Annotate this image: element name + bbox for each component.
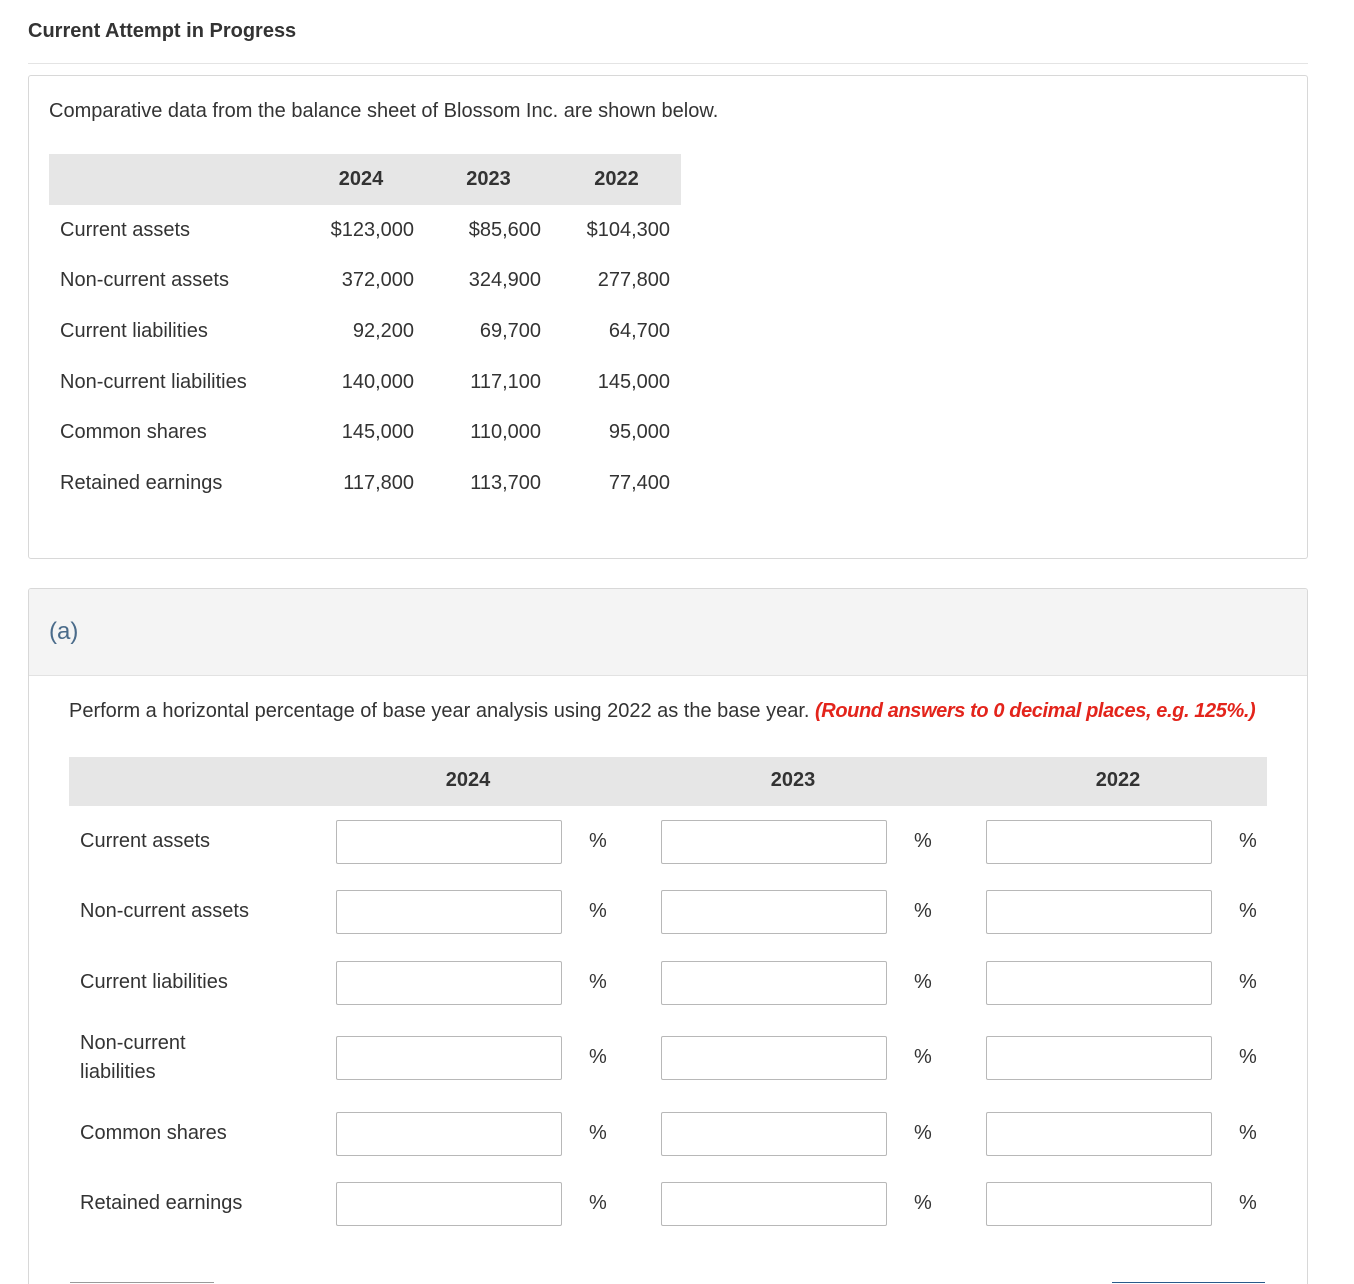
header-year: 2022 xyxy=(552,154,681,205)
table-row xyxy=(49,458,681,509)
percent-unit: % xyxy=(589,971,607,993)
percent-unit: % xyxy=(914,830,932,852)
header-blank xyxy=(49,154,297,205)
row-label: Non-current assets xyxy=(60,269,229,292)
answer-input-2023[interactable] xyxy=(661,890,887,934)
percent-unit: % xyxy=(1239,1192,1257,1214)
instruction-text xyxy=(69,700,1255,723)
balance-sheet-table xyxy=(49,154,681,509)
row-label: Current assets xyxy=(60,218,191,241)
percent-unit: % xyxy=(589,900,607,922)
table-row xyxy=(49,256,681,307)
percent-unit: % xyxy=(914,1192,932,1214)
answer-input-2022[interactable] xyxy=(986,1112,1212,1156)
answer-input-2023[interactable] xyxy=(661,1112,887,1156)
cell-value: 113,700 xyxy=(470,471,541,494)
row-label: Common shares xyxy=(60,421,207,444)
cell-value: 372,000 xyxy=(341,269,414,292)
cell-value: 110,000 xyxy=(470,421,541,444)
answer-input-2022[interactable] xyxy=(986,820,1212,864)
row-label: Retained earnings xyxy=(80,1192,243,1214)
cell-value: 95,000 xyxy=(608,421,670,444)
percent-unit: % xyxy=(589,1046,607,1068)
percent-unit: % xyxy=(1239,830,1257,852)
row-label: Common shares xyxy=(80,1122,227,1144)
cell-value: 77,400 xyxy=(608,471,670,494)
row-label: Current assets xyxy=(80,830,211,852)
page-title: Current Attempt in Progress xyxy=(28,20,297,42)
answer-input-2022[interactable] xyxy=(986,890,1212,934)
divider xyxy=(28,63,1308,64)
answer-input-2022[interactable] xyxy=(986,1182,1212,1226)
instruction-main: Perform a horizontal percentage of base year analysis using 2022 as the base year. xyxy=(69,700,810,722)
percent-unit: % xyxy=(914,971,932,993)
cell-value: 324,900 xyxy=(468,269,541,292)
table-header-row xyxy=(49,154,681,205)
problem-intro: Comparative data from the balance sheet of Blossom Inc. are shown below. xyxy=(49,100,719,122)
answer-input-2022[interactable] xyxy=(986,1036,1212,1080)
percent-unit: % xyxy=(1239,1046,1257,1068)
answer-input-2023[interactable] xyxy=(661,961,887,1005)
cell-value: 69,700 xyxy=(479,319,541,342)
header-year: 2024 xyxy=(445,769,491,791)
part-header xyxy=(29,589,1307,676)
header-year: 2023 xyxy=(770,769,816,791)
answer-input-2023[interactable] xyxy=(661,820,887,864)
percent-unit: % xyxy=(1239,971,1257,993)
row-label: Non-current liabilities xyxy=(60,370,247,393)
row-label: Non-current assets xyxy=(80,900,249,922)
header-year: 2023 xyxy=(425,154,552,205)
answer-input-2024[interactable] xyxy=(336,1036,562,1080)
row-label: Non-current liabilities xyxy=(80,1032,186,1083)
answer-input-2024[interactable] xyxy=(336,890,562,934)
cell-value: 117,800 xyxy=(343,471,414,494)
percent-unit: % xyxy=(914,1046,932,1068)
cell-value: $123,000 xyxy=(330,218,414,241)
answer-input-2024[interactable] xyxy=(336,1112,562,1156)
table-row xyxy=(49,357,681,408)
percent-unit: % xyxy=(589,1192,607,1214)
percent-unit: % xyxy=(1239,900,1257,922)
answer-input-2023[interactable] xyxy=(661,1036,887,1080)
cell-value: 277,800 xyxy=(597,269,670,292)
row-label: Retained earnings xyxy=(60,471,223,494)
answer-input-2022[interactable] xyxy=(986,961,1212,1005)
row-label: Current liabilities xyxy=(80,971,228,993)
answer-input-2023[interactable] xyxy=(661,1182,887,1226)
percent-unit: % xyxy=(589,830,607,852)
percent-unit: % xyxy=(914,900,932,922)
table-row xyxy=(49,407,681,458)
part-label: (a) xyxy=(49,618,79,645)
table-row xyxy=(49,205,681,256)
cell-value: $104,300 xyxy=(586,218,670,241)
answer-input-2024[interactable] xyxy=(336,820,562,864)
percent-unit: % xyxy=(1239,1122,1257,1144)
cell-value: 92,200 xyxy=(352,319,414,342)
row-label: Current liabilities xyxy=(60,319,208,342)
part-a-card xyxy=(28,588,1308,1284)
problem-card xyxy=(28,75,1308,559)
header-year: 2024 xyxy=(297,154,425,205)
header-year: 2022 xyxy=(1095,769,1141,791)
cell-value: $85,600 xyxy=(468,218,541,241)
answer-table-header xyxy=(69,757,1267,806)
rounding-hint: (Round answers to 0 decimal places, e.g. 125%.) xyxy=(815,700,1256,722)
table-row xyxy=(49,306,681,357)
cell-value: 64,700 xyxy=(608,319,670,342)
percent-unit: % xyxy=(914,1122,932,1144)
answer-input-2024[interactable] xyxy=(336,1182,562,1226)
cell-value: 117,100 xyxy=(470,370,541,393)
answer-input-2024[interactable] xyxy=(336,961,562,1005)
percent-unit: % xyxy=(589,1122,607,1144)
cell-value: 145,000 xyxy=(597,370,670,393)
cell-value: 140,000 xyxy=(341,370,414,393)
cell-value: 145,000 xyxy=(341,421,414,444)
